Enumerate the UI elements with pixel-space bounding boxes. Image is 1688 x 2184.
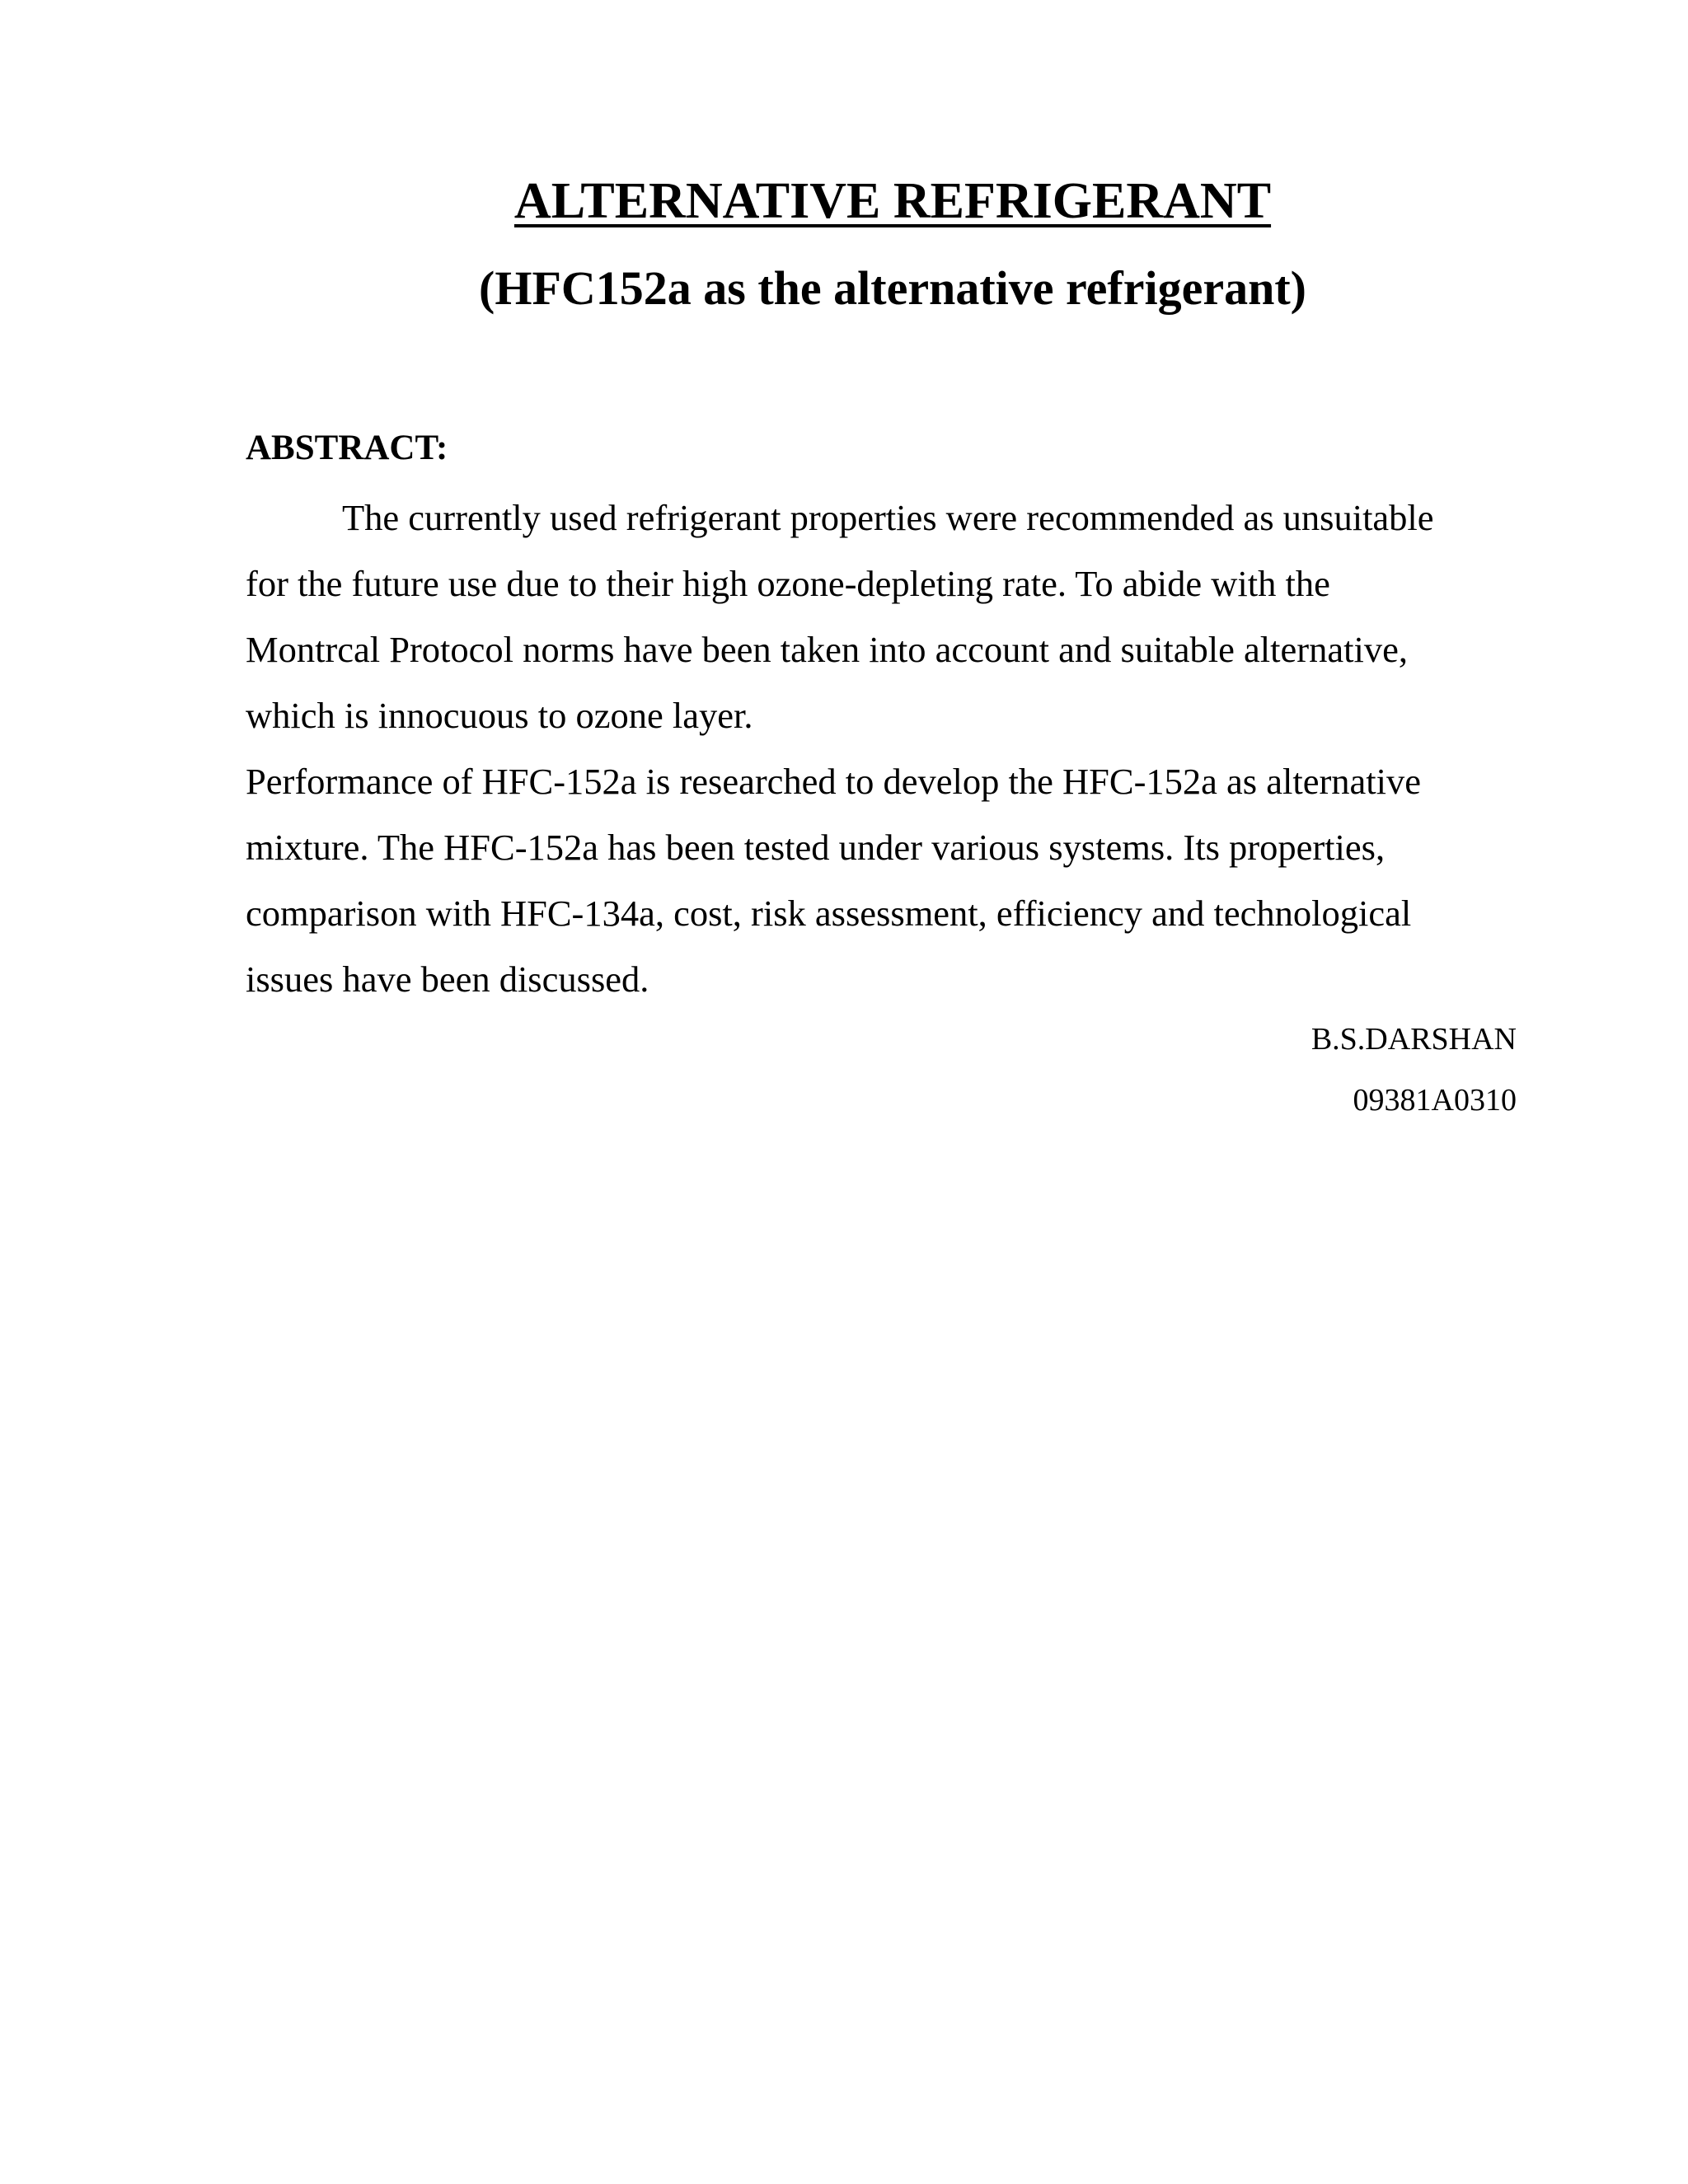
abstract-line: for the future use due to their high ozone-depleting rate. To abide with the (246, 563, 1330, 604)
abstract-line: issues have been discussed. (246, 958, 649, 1000)
abstract-line: The currently used refrigerant properties were recommended as unsuitable (342, 497, 1434, 538)
abstract-line: Montrcal Protocol norms have been taken into account and suitable alternative, (246, 629, 1408, 670)
abstract-line: mixture. The HFC-152a has been tested under various systems. Its properties, (246, 827, 1386, 868)
abstract-line: comparison with HFC-134a, cost, risk assessment, efficiency and technological (246, 893, 1412, 934)
abstract-line: which is innocuous to ozone layer. (246, 695, 753, 736)
document-subtitle: (HFC152a as the alternative refrigerant) (479, 261, 1306, 315)
abstract-heading: ABSTRACT: (246, 429, 448, 467)
document-title: ALTERNATIVE REFRIGERANT (513, 173, 1272, 229)
author-id: 09381A0310 (1353, 1083, 1517, 1118)
abstract-line: Performance of HFC-152a is researched to develop the HFC-152a as alternative (246, 761, 1421, 802)
author-name: B.S.DARSHAN (1311, 1022, 1517, 1057)
